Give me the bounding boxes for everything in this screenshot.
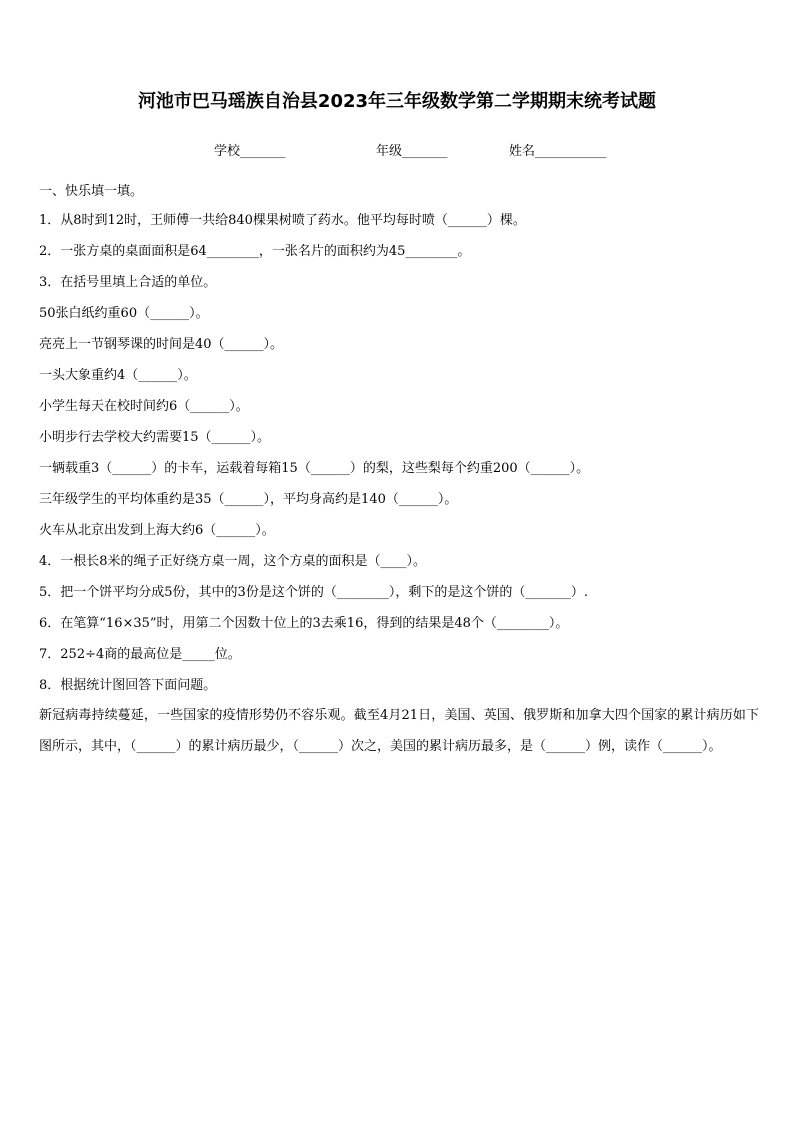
name-field: 姓名___________ — [509, 144, 607, 159]
section-heading: 一、快乐填一填。 — [39, 184, 144, 199]
unit-item: 火车从北京出发到上海大约6（______）。 — [39, 523, 275, 538]
unit-item: 一辆载重3（______）的卡车，运载着每箱15（______）的梨，这些梨每个约重200（______）。 — [39, 461, 590, 476]
exam-title: 河池市巴马瑶族自治县2023年三年级数学第二学期期末统考试题 — [137, 91, 657, 112]
unit-item: 50张白纸约重60（______）。 — [39, 306, 209, 321]
question-5: 5．把一个饼平均分成5份，其中的3份是这个饼的（________），剩下的是这个饼的（_______）. — [39, 585, 588, 600]
school-field: 学校_______ — [214, 144, 286, 159]
unit-item: 一头大象重约4（______）。 — [39, 368, 197, 383]
question-8-passage: 新冠病毒持续蔓延，一些国家的疫情形势仍不容乐观。截至4月21日，美国、英国、俄罗斯和加拿大四个国家的累计病历如下图所示，其中，（______）的累计病历最少，（______）次之，美国的累计病历最多，是（______）例，读作（______）。 — [39, 708, 759, 754]
question-4: 4．一根长8米的绳子正好绕方桌一周，这个方桌的面积是（____）。 — [39, 554, 427, 569]
question-2: 2．一张方桌的桌面面积是64________，一张名片的面积约为45________。 — [39, 244, 471, 259]
question-6: 6．在笔算“16×35”时，用第二个因数十位上的3去乘16，得到的结果是48个（________）。 — [39, 616, 569, 631]
question-1: 1．从8时到12时，王师傅一共给840棵果树喷了药水。他平均每时喷（______）棵。 — [39, 213, 526, 228]
unit-item: 小学生每天在校时间约6（______）。 — [39, 399, 249, 414]
question-7: 7．252÷4商的最高位是_____位。 — [39, 647, 241, 662]
unit-item: 亮亮上一节钢琴课的时间是40（______）。 — [39, 337, 284, 352]
grade-field: 年级_______ — [376, 144, 448, 159]
question-8: 8．根据统计图回答下面问题。 — [39, 678, 217, 693]
unit-item: 小明步行去学校大约需要15（______）。 — [39, 430, 271, 445]
unit-item: 三年级学生的平均体重约是35（______），平均身高约是140（______）。 — [39, 492, 458, 507]
question-3: 3．在括号里填上合适的单位。 — [39, 275, 217, 290]
